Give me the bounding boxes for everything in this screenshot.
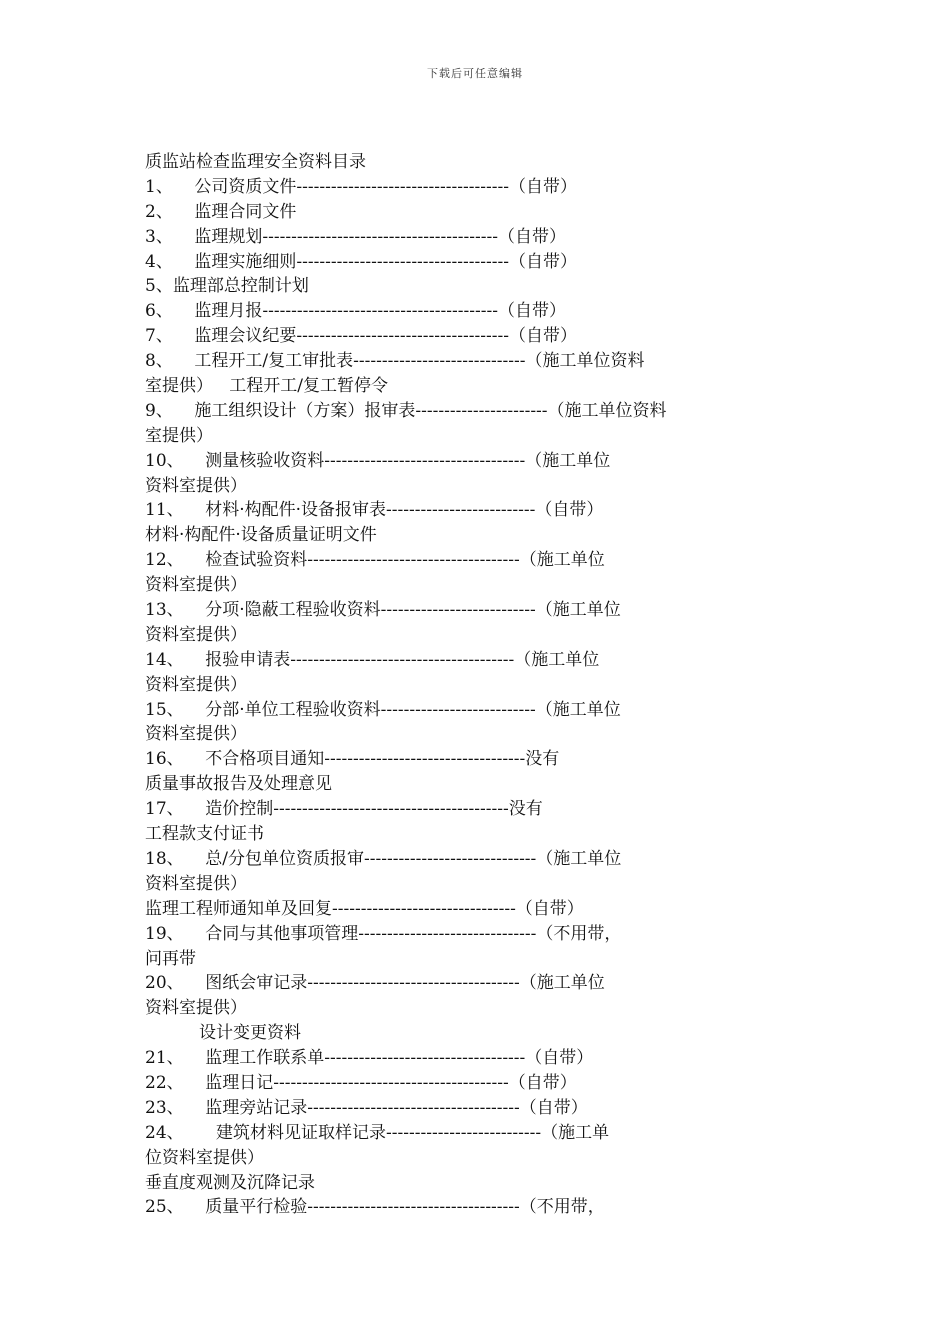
document-line: 资料室提供）	[145, 674, 247, 695]
document-line: 资料室提供）	[145, 475, 247, 496]
document-title: 质监站检查监理安全资料目录	[145, 152, 366, 172]
document-line: 监理工程师通知单及回复--------------------------------（自带）	[145, 898, 584, 919]
document-line: 资料室提供）	[145, 575, 247, 596]
document-line: 22、 监理日记-----------------------------------------（自带）	[145, 1072, 577, 1093]
document-line: 工程款支付证书	[145, 824, 264, 845]
document-line: 19、 合同与其他事项管理-------------------------------（不用带，	[145, 923, 622, 944]
document-line: 问再带	[145, 948, 196, 969]
document-line: 7、 监理会议纪要-------------------------------------（自带）	[145, 326, 577, 347]
document-line: 设计变更资料	[145, 1023, 302, 1044]
document-line: 17、 造价控制-----------------------------------------没有	[145, 799, 543, 820]
document-line: 资料室提供）	[145, 873, 247, 894]
document-body	[145, 150, 813, 1220]
document-line: 垂直度观测及沉降记录	[145, 1172, 315, 1193]
document-line: 6、 监理月报-----------------------------------------（自带）	[145, 301, 566, 322]
document-line: 1、 公司资质文件-------------------------------------（自带）	[145, 176, 577, 197]
document-line: 室提供） 工程开工/复工暂停令	[145, 376, 388, 397]
document-line: 资料室提供）	[145, 724, 247, 745]
document-line: 资料室提供）	[145, 624, 247, 645]
document-line: 室提供）	[145, 425, 213, 446]
document-line: 质量事故报告及处理意见	[145, 774, 332, 795]
document-line: 资料室提供）	[145, 998, 247, 1019]
document-line: 23、 监理旁站记录-------------------------------------（自带）	[145, 1097, 588, 1118]
document-line: 位资料室提供）	[145, 1147, 264, 1168]
document-line: 3、 监理规划-----------------------------------------（自带）	[145, 226, 566, 247]
document-line: 18、 总/分包单位资质报审------------------------------（施工单位	[145, 848, 622, 869]
document-line: 21、 监理工作联系单-----------------------------------（自带）	[145, 1048, 594, 1069]
document-line: 10、 测量核验收资料-----------------------------------（施工单位	[145, 450, 611, 471]
document-line: 2、 监理合同文件	[145, 201, 297, 222]
document-line: 9、 施工组织设计（方案）报审表-----------------------（施工单位资料	[145, 400, 667, 421]
document-line: 14、 报验申请表---------------------------------------（施工单位	[145, 649, 600, 670]
document-line: 12、 检查试验资料-------------------------------------（施工单位	[145, 550, 605, 571]
document-line: 20、 图纸会审记录-------------------------------------（施工单位	[145, 973, 605, 994]
document-line: 15、 分部·单位工程验收资料---------------------------（施工单位	[145, 699, 621, 720]
document-line: 11、 材料·构配件·设备报审表--------------------------（自带）	[145, 500, 604, 521]
document-line: 8、 工程开工/复工审批表------------------------------（施工单位资料	[145, 351, 645, 372]
page-header-note: 下载后可任意编辑	[427, 67, 523, 80]
document-line: 24、 建筑材料见证取样记录---------------------------（施工单	[145, 1122, 610, 1143]
document-line: 16、 不合格项目通知-----------------------------------没有	[145, 749, 560, 770]
document-line: 25、 质量平行检验-------------------------------------（不用带，	[145, 1197, 605, 1218]
document-line: 5、监理部总控制计划	[145, 276, 309, 297]
document-line: 材料·构配件·设备质量证明文件	[145, 525, 377, 546]
document-line: 13、 分项·隐蔽工程验收资料---------------------------（施工单位	[145, 600, 621, 621]
document-line: 4、 监理实施细则-------------------------------------（自带）	[145, 251, 577, 272]
